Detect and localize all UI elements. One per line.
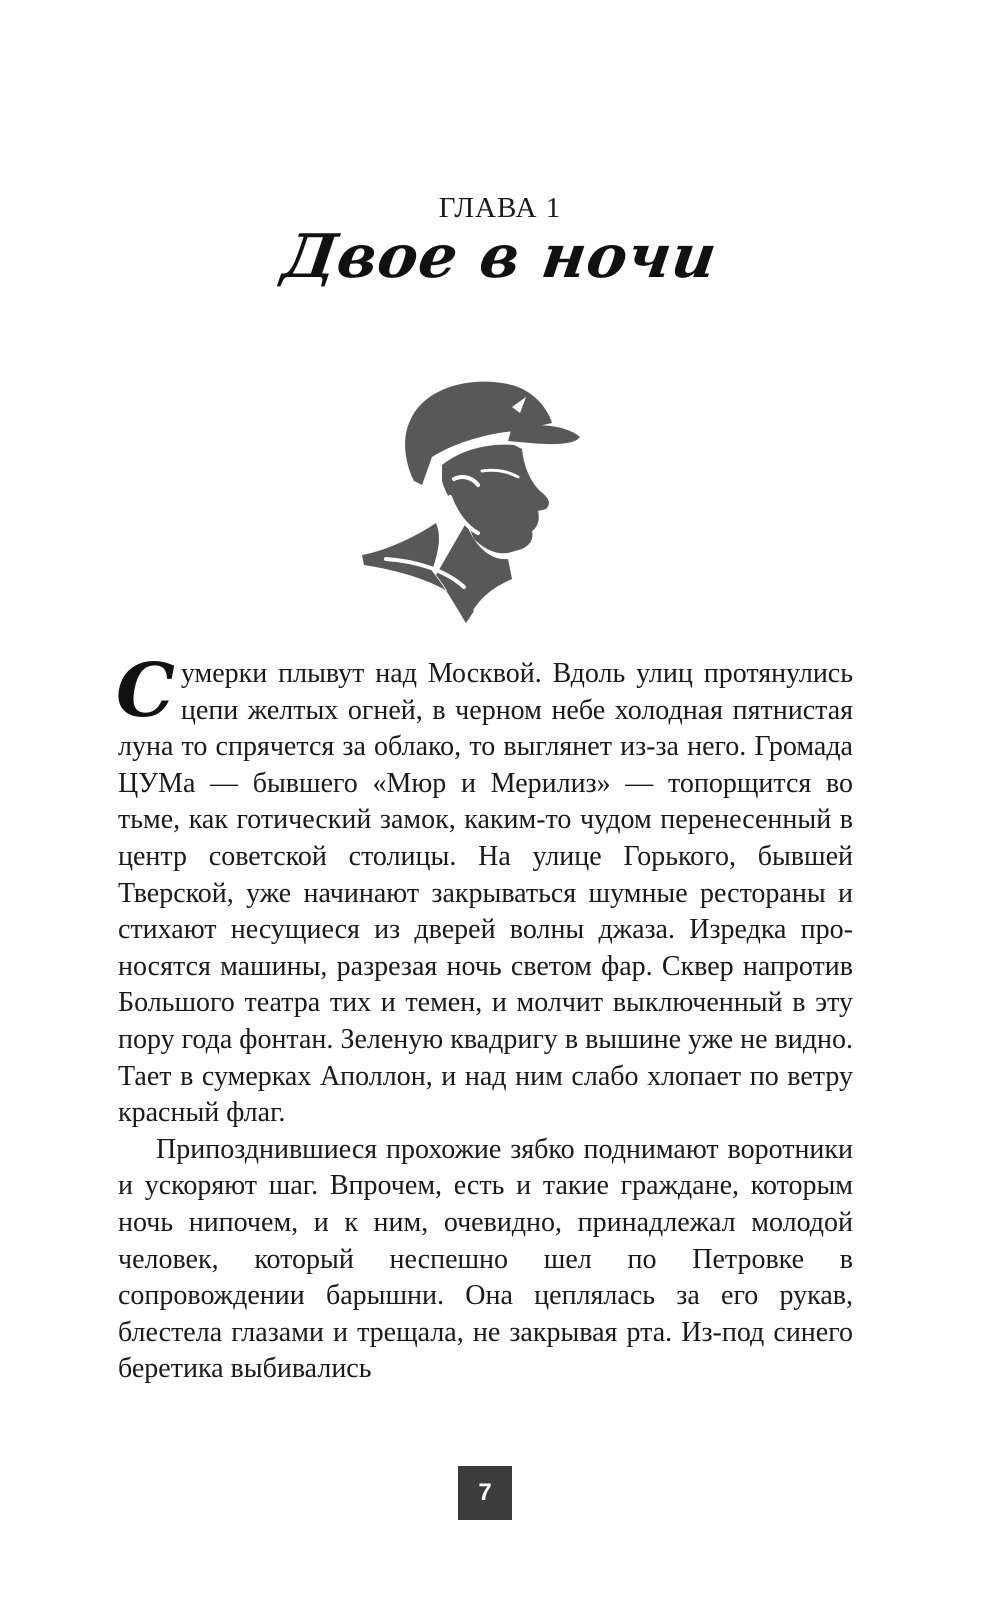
chapter-title: Двое в ночи [278,222,722,292]
paragraph-text: умерки плывут над Москвой. Вдоль улиц протянулись цепи желтых огней, в черном небе холодная пятнистая луна то спрячется за облако, то выглянет из-за него. Громада ЦУМа — бывшего «Мюр и Мерилиз» — топорщится во тьме, как готический замок, каким-то чудом перенесенный в центр советской столицы. На улице Горького, бывшей Тверской, уже начинают закрываться шумные рестораны и стихают несущиеся из дверей волны джаза. Изредка проносятся машины, разрезая ночь светом фар. Сквер напротив Большого театра тих и темен, и молчит выключенный в эту пору года фонтан. Зеленую квадригу в вышине уже не видно. Тает в сумерках Аполлон, и над ним слабо хлопает по ветру красный флаг. [118,658,853,1129]
soldier-portrait-icon [362,373,602,623]
body-text [116,648,853,1388]
paragraph [116,648,853,1132]
chapter-number: ГЛАВА 1 [438,192,562,224]
drop-cap: С [116,648,175,734]
paragraph: Припозднившиеся прохожие зябко поднимают воротники и ускоряют шаг. Впрочем, есть и такие граждане, которым ночь нипочем, и к ним, очевидно, принадлежал молодой человек, который неспешно шел по Петровке в сопровождении барышни. Она цеплялась за его рукав, блестела глазами и трещала, не закрывая рта. Из-под синего беретика выбивались [118,1133,853,1385]
page-number: 7 [458,1466,512,1520]
